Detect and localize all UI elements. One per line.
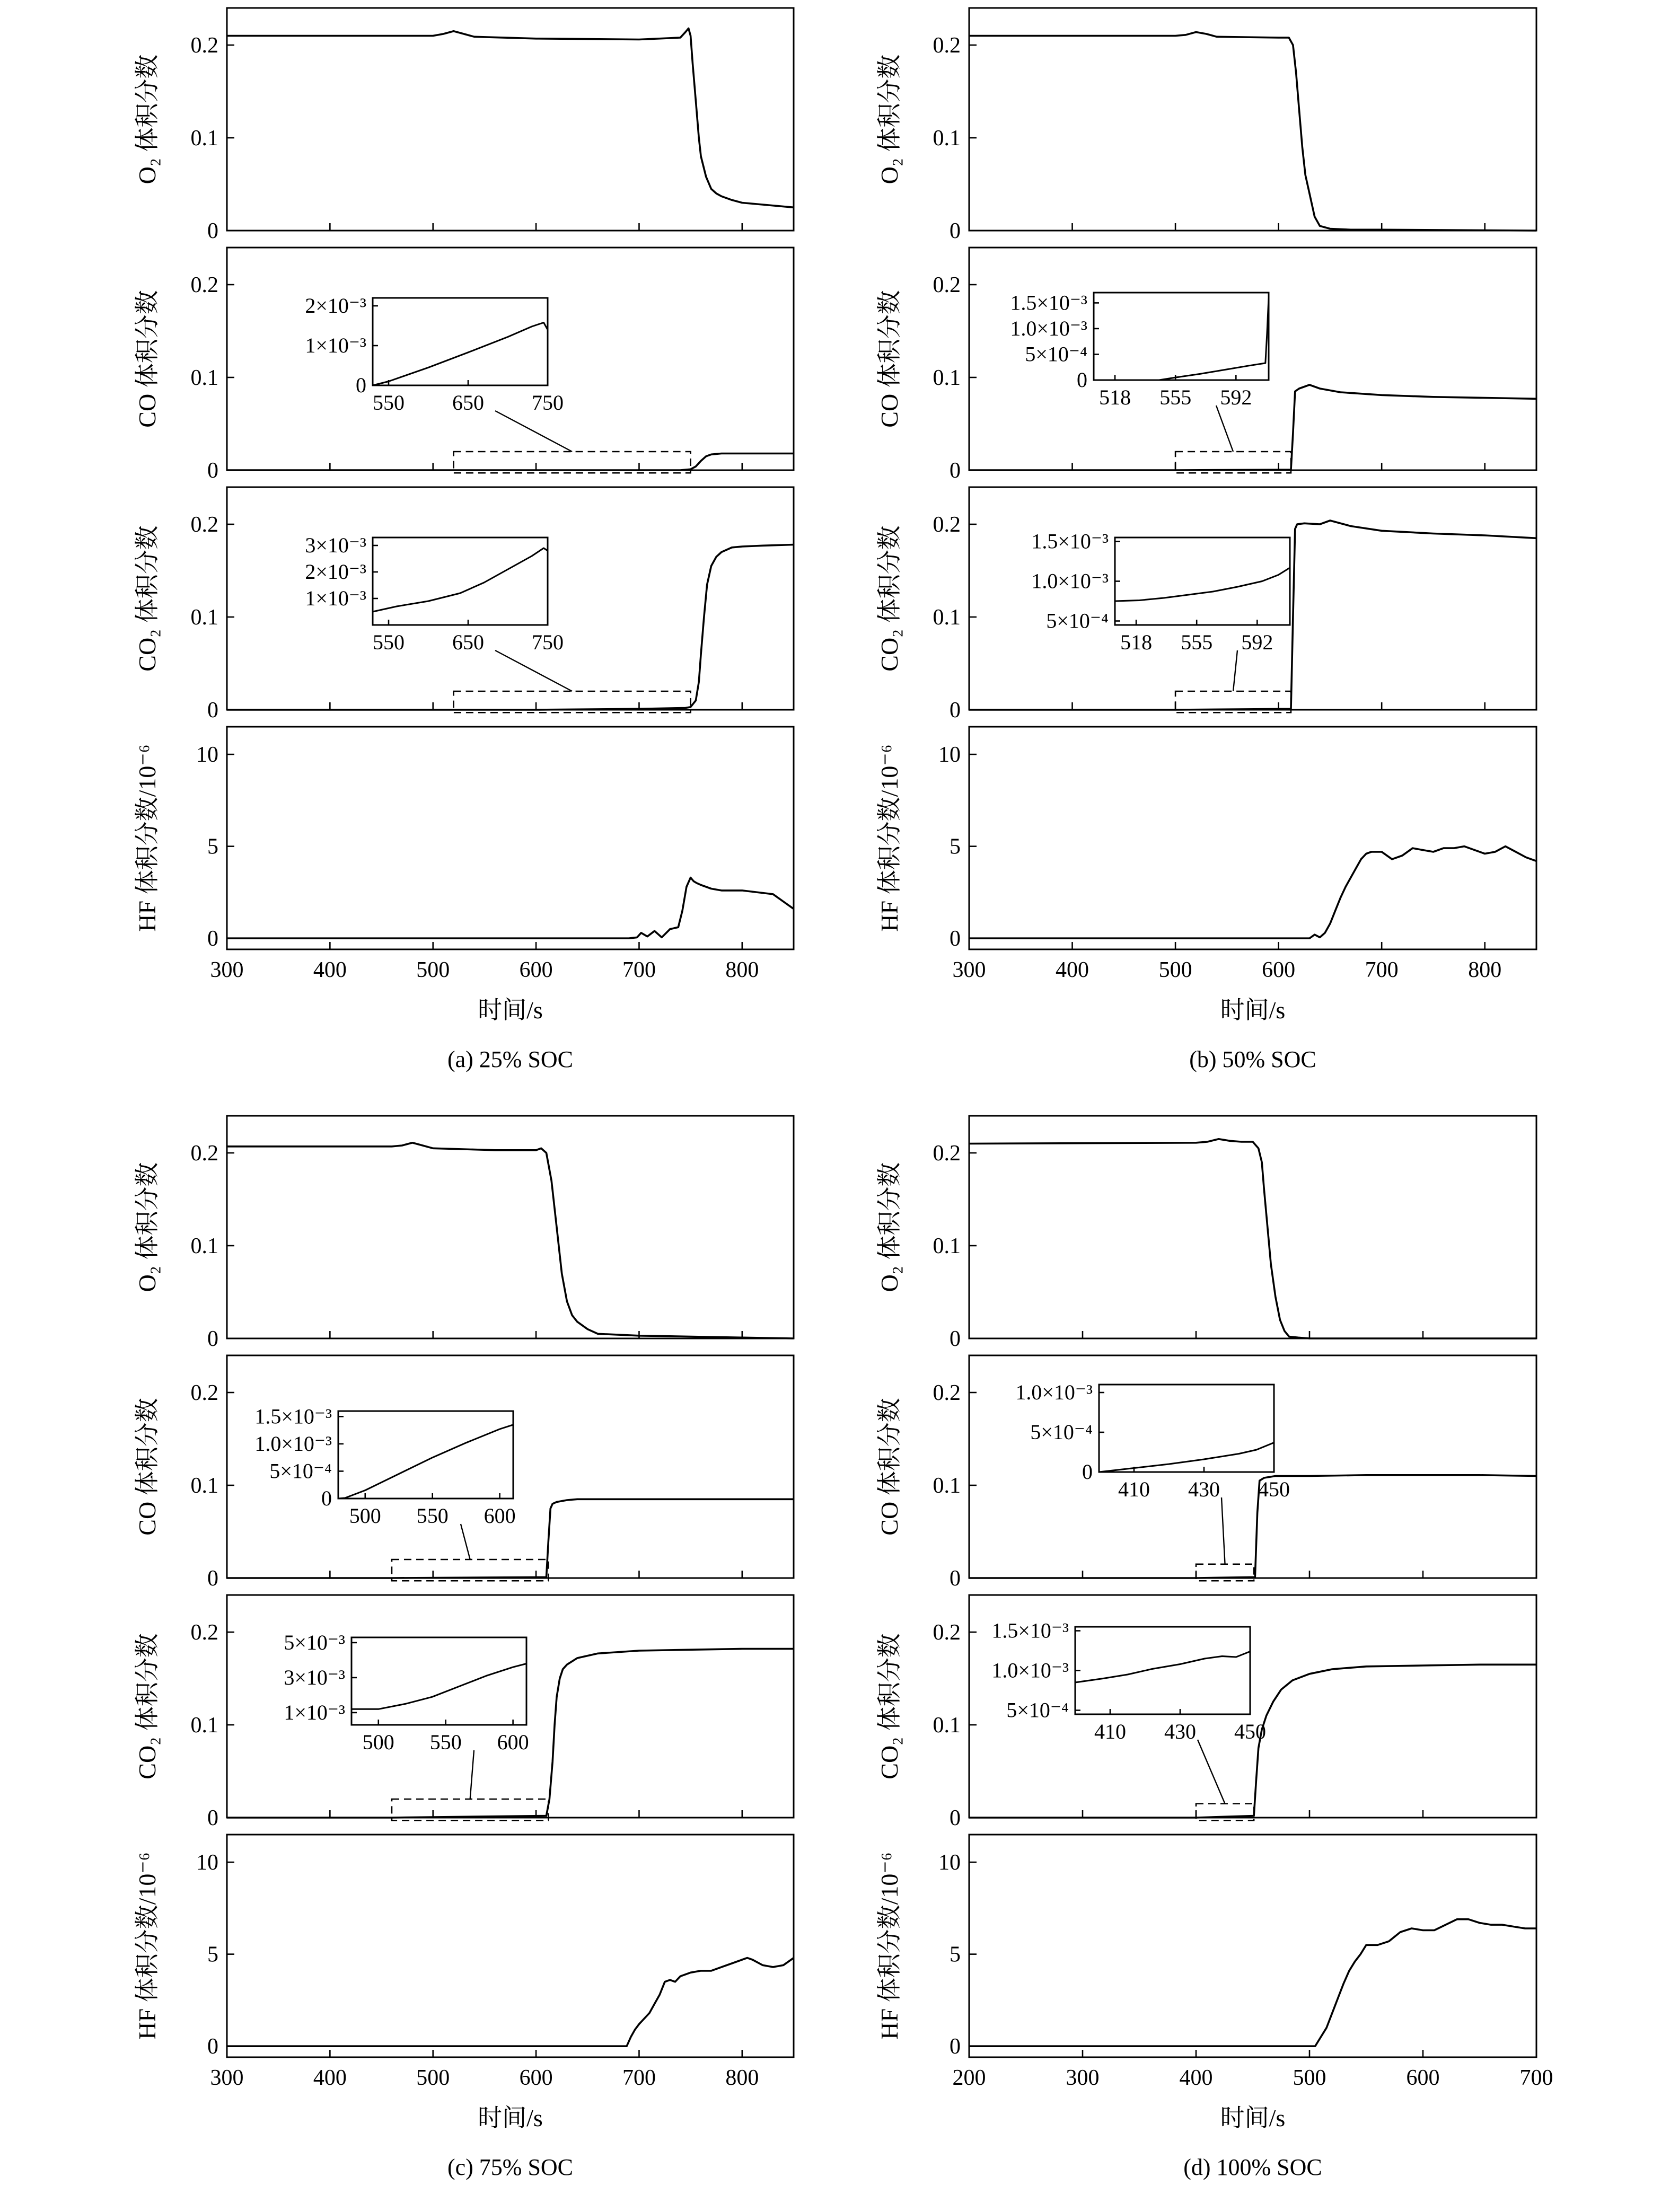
- inset: [1031, 530, 1290, 655]
- y-tick-label: 0.2: [933, 1381, 961, 1405]
- inset-series-line: [373, 323, 548, 386]
- y-axis-label: O₂ 体积分数: [134, 1162, 161, 1292]
- x-tick-label: 500: [1293, 2066, 1326, 2090]
- panel-frame: [969, 8, 1536, 231]
- inset-x-tick-label: 555: [1181, 630, 1213, 654]
- panel-2: [876, 1595, 1536, 1830]
- inset-y-tick-label: 3×10⁻³: [284, 1665, 345, 1689]
- figure-caption: (b) 50% SOC: [1189, 1046, 1316, 1072]
- x-tick-label: 700: [622, 2066, 656, 2090]
- y-tick-label: 0.1: [933, 1713, 961, 1738]
- inset-y-tick-label: 0: [1082, 1460, 1093, 1484]
- inset-frame: [1099, 1385, 1274, 1472]
- inset-y-tick-label: 0: [1077, 368, 1087, 392]
- inset-x-tick-label: 518: [1099, 385, 1131, 409]
- x-tick-label: 400: [313, 958, 347, 982]
- y-tick-label: 5: [207, 1942, 218, 1967]
- y-tick-label: 0: [950, 1566, 961, 1591]
- inset: [1015, 1380, 1290, 1501]
- inset-x-tick-label: 430: [1164, 1720, 1196, 1743]
- y-axis-label: O₂ 体积分数: [134, 54, 161, 184]
- panel-3: [134, 727, 794, 982]
- inset-frame: [351, 1637, 526, 1725]
- inset-y-tick-label: 0: [356, 373, 366, 397]
- inset-y-tick-label: 1×10⁻³: [305, 333, 366, 357]
- y-axis-label: O₂ 体积分数: [876, 54, 903, 184]
- inset-y-tick-label: 5×10⁻³: [284, 1630, 345, 1654]
- y-axis-label: CO₂ 体积分数: [134, 525, 161, 672]
- panel-frame: [969, 727, 1536, 949]
- y-axis-label: HF 体积分数/10⁻⁶: [876, 1852, 903, 2040]
- panel-frame: [969, 1835, 1536, 2057]
- panel-1: [876, 1355, 1536, 1591]
- inset-y-tick-label: 5×10⁻⁴: [1046, 609, 1109, 633]
- inset-series-line: [1115, 568, 1290, 601]
- inset-y-tick-label: 1.0×10⁻³: [991, 1658, 1069, 1682]
- series-line: [969, 1919, 1536, 2047]
- zoom-leader-line: [495, 411, 572, 452]
- y-tick-label: 10: [196, 1850, 218, 1875]
- y-tick-label: 0.2: [933, 513, 961, 537]
- inset-frame: [1075, 1627, 1250, 1714]
- panel-frame: [969, 1116, 1536, 1338]
- y-tick-label: 0: [207, 219, 218, 243]
- inset-x-tick-label: 650: [452, 391, 484, 415]
- y-tick-label: 0: [950, 219, 961, 243]
- inset-x-tick-label: 410: [1094, 1720, 1126, 1743]
- x-tick-label: 400: [1056, 958, 1089, 982]
- y-tick-label: 5: [950, 834, 961, 859]
- inset: [284, 1631, 529, 1754]
- panel-frame: [969, 487, 1536, 710]
- x-tick-label: 700: [1519, 2066, 1553, 2090]
- y-tick-label: 0.1: [933, 605, 961, 630]
- y-axis-label: O₂ 体积分数: [876, 1162, 903, 1292]
- panel-0: [134, 8, 794, 243]
- inset-frame: [373, 298, 548, 385]
- x-tick-label: 300: [210, 2066, 244, 2090]
- y-tick-label: 0.2: [190, 1141, 218, 1166]
- series-line: [227, 1958, 794, 2047]
- series-line: [227, 29, 794, 208]
- inset-y-tick-label: 3×10⁻³: [305, 533, 366, 557]
- inset-x-tick-label: 592: [1241, 630, 1273, 654]
- y-tick-label: 10: [938, 743, 961, 768]
- y-axis-label: CO₂ 体积分数: [134, 1633, 161, 1779]
- inset-x-tick-label: 500: [349, 1504, 381, 1528]
- series-line: [969, 847, 1536, 939]
- inset-x-tick-label: 550: [373, 391, 405, 415]
- zoom-leader-line: [461, 1524, 470, 1559]
- inset-x-tick-label: 600: [484, 1504, 516, 1528]
- y-tick-label: 0.1: [190, 605, 218, 630]
- y-tick-label: 0.1: [190, 1234, 218, 1258]
- y-tick-label: 0: [207, 1566, 218, 1591]
- x-tick-label: 400: [1179, 2066, 1213, 2090]
- x-tick-label: 400: [313, 2066, 347, 2090]
- y-axis-label: HF 体积分数/10⁻⁶: [876, 744, 903, 932]
- inset-y-tick-label: 1.0×10⁻³: [1010, 316, 1087, 340]
- panel-frame: [227, 248, 794, 470]
- panel-3: [876, 727, 1536, 982]
- panel-2: [134, 487, 794, 722]
- panel-1: [134, 248, 794, 483]
- y-tick-label: 0.1: [190, 366, 218, 390]
- panel-2: [876, 487, 1536, 722]
- inset-y-tick-label: 1.5×10⁻³: [1010, 290, 1087, 315]
- inset-x-tick-label: 550: [373, 630, 405, 654]
- inset-x-tick-label: 750: [532, 630, 564, 654]
- y-tick-label: 10: [938, 1850, 961, 1875]
- y-tick-label: 0.1: [933, 126, 961, 151]
- y-tick-label: 5: [950, 1942, 961, 1967]
- y-tick-label: 0: [950, 698, 961, 722]
- x-tick-label: 700: [622, 958, 656, 982]
- y-tick-label: 0.1: [933, 1474, 961, 1498]
- y-tick-label: 0: [950, 1806, 961, 1830]
- inset-x-tick-label: 550: [416, 1504, 449, 1528]
- inset-series-line: [1075, 1652, 1250, 1683]
- inset-y-tick-label: 5×10⁻⁴: [1025, 342, 1087, 366]
- y-axis-label: HF 体积分数/10⁻⁶: [134, 1852, 161, 2040]
- y-axis-label: CO₂ 体积分数: [876, 525, 903, 672]
- x-tick-label: 600: [519, 958, 553, 982]
- zoom-leader-line: [1198, 1740, 1225, 1804]
- x-axis-label: 时间/s: [478, 2104, 543, 2131]
- y-tick-label: 0.2: [190, 1620, 218, 1645]
- y-tick-label: 0.2: [933, 273, 961, 297]
- series-line: [969, 32, 1536, 231]
- inset-x-tick-label: 450: [1234, 1720, 1266, 1743]
- x-tick-label: 500: [1158, 958, 1192, 982]
- inset-x-tick-label: 750: [532, 391, 564, 415]
- panel-1: [876, 248, 1536, 483]
- y-tick-label: 0: [950, 2034, 961, 2059]
- y-tick-label: 0.2: [190, 513, 218, 537]
- y-axis-label: CO 体积分数: [876, 290, 903, 428]
- y-axis-label: HF 体积分数/10⁻⁶: [134, 744, 161, 932]
- figure-caption: (c) 75% SOC: [447, 2154, 574, 2180]
- chart-0: [134, 8, 794, 1072]
- inset-x-tick-label: 518: [1120, 630, 1153, 654]
- y-axis-label: CO 体积分数: [876, 1398, 903, 1536]
- chart-2: [134, 1116, 794, 2180]
- inset: [254, 1404, 515, 1528]
- y-tick-label: 0: [950, 1327, 961, 1351]
- y-tick-label: 0.2: [933, 1620, 961, 1645]
- x-tick-label: 300: [210, 958, 244, 982]
- panel-3: [876, 1835, 1553, 2090]
- y-tick-label: 5: [207, 834, 218, 859]
- y-tick-label: 0.2: [933, 33, 961, 58]
- series-line: [227, 454, 794, 471]
- x-tick-label: 500: [416, 958, 450, 982]
- y-tick-label: 0.2: [933, 1141, 961, 1166]
- series-line: [227, 1143, 794, 1338]
- x-axis-label: 时间/s: [1220, 997, 1286, 1024]
- inset-y-tick-label: 1.5×10⁻³: [254, 1404, 332, 1429]
- panel-1: [134, 1355, 794, 1591]
- x-tick-label: 800: [725, 2066, 759, 2090]
- inset-x-tick-label: 410: [1118, 1477, 1150, 1501]
- panel-0: [876, 1116, 1536, 1351]
- inset: [305, 294, 564, 415]
- zoom-leader-line: [470, 1750, 474, 1799]
- x-tick-label: 300: [952, 958, 986, 982]
- y-tick-label: 0.1: [190, 126, 218, 151]
- inset-x-tick-label: 500: [362, 1730, 394, 1754]
- inset-y-tick-label: 1.0×10⁻³: [1031, 569, 1109, 593]
- inset-y-tick-label: 1×10⁻³: [305, 586, 366, 610]
- inset-series-line: [351, 1664, 526, 1709]
- chart-3: [876, 1116, 1553, 2180]
- zoom-leader-line: [1233, 650, 1237, 691]
- inset-x-tick-label: 592: [1220, 385, 1252, 409]
- y-axis-label: CO 体积分数: [134, 290, 161, 428]
- zoom-leader-line: [1221, 1497, 1225, 1564]
- y-tick-label: 0: [207, 459, 218, 483]
- y-tick-label: 10: [196, 743, 218, 768]
- x-tick-label: 200: [952, 2066, 986, 2090]
- y-tick-label: 0.1: [190, 1713, 218, 1738]
- inset-series-line: [338, 1425, 513, 1499]
- panel-2: [134, 1595, 794, 1830]
- inset-x-tick-label: 550: [429, 1730, 462, 1754]
- inset-y-tick-label: 1.5×10⁻³: [1031, 529, 1109, 553]
- inset-y-tick-label: 1×10⁻³: [284, 1700, 345, 1724]
- y-tick-label: 0: [207, 927, 218, 951]
- inset-frame: [373, 537, 548, 625]
- x-tick-label: 800: [1468, 958, 1502, 982]
- inset-series-line: [1099, 1443, 1274, 1473]
- y-tick-label: 0: [950, 459, 961, 483]
- y-tick-label: 0.2: [190, 33, 218, 58]
- series-line: [227, 878, 794, 939]
- y-tick-label: 0: [207, 1327, 218, 1351]
- zoom-leader-line: [1216, 406, 1233, 452]
- inset-y-tick-label: 5×10⁻⁴: [1006, 1698, 1069, 1722]
- inset-x-tick-label: 450: [1258, 1477, 1290, 1501]
- y-axis-label: CO 体积分数: [134, 1398, 161, 1536]
- inset: [1010, 290, 1269, 409]
- y-tick-label: 0: [207, 698, 218, 722]
- figure-caption: (d) 100% SOC: [1183, 2154, 1322, 2180]
- chart-1: [876, 8, 1536, 1072]
- inset-series-line: [373, 548, 548, 612]
- panel-frame: [227, 727, 794, 949]
- y-tick-label: 0: [950, 927, 961, 951]
- x-tick-label: 300: [1066, 2066, 1100, 2090]
- series-line: [969, 1475, 1536, 1578]
- y-tick-label: 0.2: [190, 1381, 218, 1405]
- panel-3: [134, 1835, 794, 2090]
- inset-series-line: [1094, 298, 1269, 380]
- panel-frame: [227, 8, 794, 231]
- inset-y-tick-label: 5×10⁻⁴: [269, 1459, 332, 1483]
- x-tick-label: 600: [1262, 958, 1296, 982]
- inset-x-tick-label: 650: [452, 630, 484, 654]
- x-tick-label: 700: [1365, 958, 1399, 982]
- figure-caption: (a) 25% SOC: [447, 1046, 574, 1072]
- inset-frame: [338, 1411, 513, 1499]
- inset-y-tick-label: 1.0×10⁻³: [254, 1431, 332, 1456]
- y-tick-label: 0: [207, 2034, 218, 2059]
- inset-y-tick-label: 1.5×10⁻³: [991, 1618, 1069, 1643]
- y-axis-label: CO₂ 体积分数: [876, 1633, 903, 1779]
- inset-y-tick-label: 0: [321, 1486, 332, 1510]
- inset-y-tick-label: 2×10⁻³: [305, 560, 366, 584]
- y-tick-label: 0.1: [190, 1474, 218, 1498]
- y-tick-label: 0.2: [190, 273, 218, 297]
- x-axis-label: 时间/s: [1220, 2104, 1286, 2131]
- inset: [991, 1619, 1266, 1744]
- inset-y-tick-label: 5×10⁻⁴: [1030, 1420, 1093, 1444]
- y-tick-label: 0.1: [933, 366, 961, 390]
- y-tick-label: 0: [207, 1806, 218, 1830]
- panel-0: [134, 1116, 794, 1351]
- y-tick-label: 0.1: [933, 1234, 961, 1258]
- panel-frame: [227, 1835, 794, 2057]
- inset: [305, 533, 564, 654]
- x-tick-label: 500: [416, 2066, 450, 2090]
- x-tick-label: 600: [1406, 2066, 1440, 2090]
- panel-0: [876, 8, 1536, 243]
- inset-x-tick-label: 555: [1159, 385, 1192, 409]
- inset-x-tick-label: 600: [497, 1730, 529, 1754]
- inset-y-tick-label: 2×10⁻³: [305, 294, 366, 318]
- zoom-leader-line: [495, 650, 572, 691]
- series-line: [969, 1139, 1536, 1338]
- x-axis-label: 时间/s: [478, 997, 543, 1024]
- x-tick-label: 800: [725, 958, 759, 982]
- inset-y-tick-label: 1.0×10⁻³: [1015, 1380, 1093, 1404]
- series-line: [969, 385, 1536, 470]
- x-tick-label: 600: [519, 2066, 553, 2090]
- inset-x-tick-label: 430: [1188, 1477, 1220, 1501]
